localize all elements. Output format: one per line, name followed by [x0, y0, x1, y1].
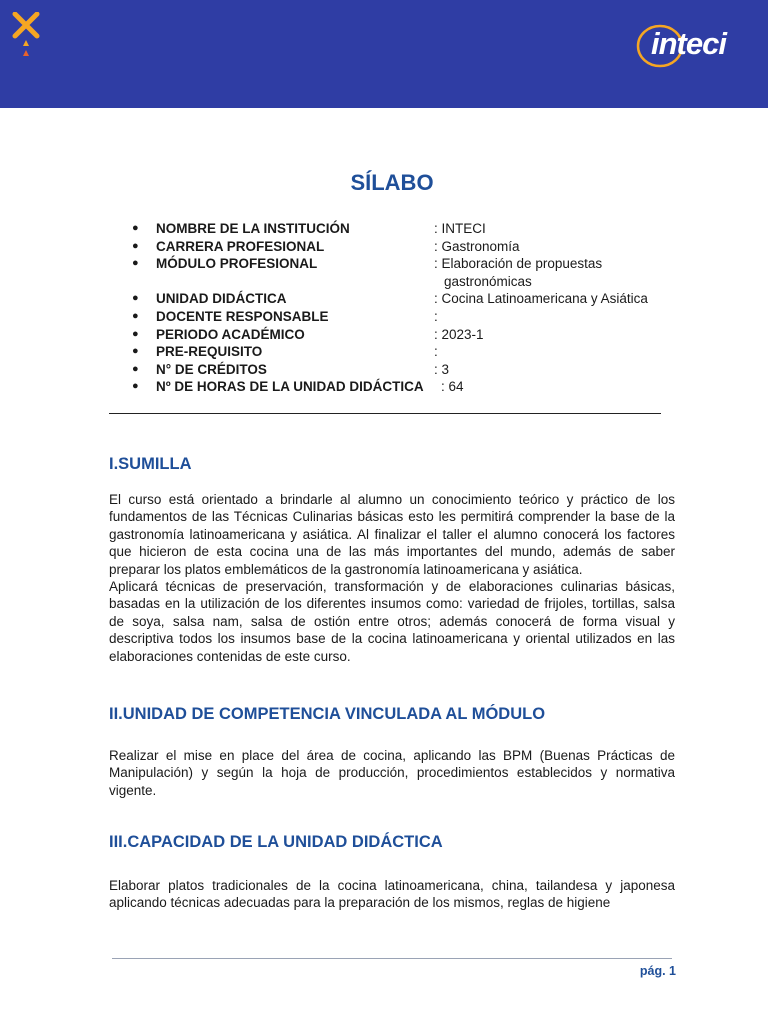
competencia-paragraph: Realizar el mise en place del área de cocina, aplicando las BPM (Buenas Prácticas de Manipulación) y según la hoja de producción, procedimientos establecidos y normativa vigente. [109, 748, 675, 798]
bullet-icon: ● [132, 345, 139, 358]
bullet-icon: ● [132, 222, 139, 234]
section-heading-capacidad: III.CAPACIDAD DE LA UNIDAD DIDÁCTICA [109, 833, 443, 851]
info-label: DOCENTE RESPONSABLE [156, 308, 329, 324]
capacidad-paragraph: Elaborar platos tradicionales de la cocina latinoamericana, china, tailandesa y japonesa aplicando técnicas adecuadas para la preparación de los mismos, reglas de higiene [109, 878, 675, 911]
info-value [434, 255, 692, 290]
section-heading-sumilla: I.SUMILLA [109, 455, 192, 473]
bullet-icon: ● [132, 327, 139, 340]
info-row [132, 238, 692, 256]
section-heading-competencia: II.UNIDAD DE COMPETENCIA VINCULADA AL MÓDULO [109, 705, 546, 723]
info-value: : [434, 344, 438, 360]
info-label: PRE-REQUISITO [156, 344, 263, 360]
info-value-line1: : Elaboración de propuestas [434, 256, 603, 272]
info-label: UNIDAD DIDÁCTICA [156, 291, 287, 307]
inteci-x-mark-icon [12, 12, 40, 62]
info-value: : 2023-1 [434, 326, 484, 342]
info-value: : INTECI [434, 221, 486, 236]
page-number: pág. 1 [639, 964, 676, 978]
info-label: PERIODO ACADÉMICO [156, 326, 305, 342]
logo-text: inteci [651, 26, 726, 61]
bullet-icon: ● [132, 292, 139, 305]
info-row [132, 361, 692, 379]
info-label: MÓDULO PROFESIONAL [156, 256, 318, 272]
info-label: NOMBRE DE LA INSTITUCIÓN [156, 221, 350, 236]
info-row [132, 308, 692, 326]
info-value-line2: gastronómicas [444, 273, 532, 289]
bullet-icon: ● [132, 362, 139, 375]
info-list [132, 220, 692, 396]
bullet-icon: ● [132, 257, 139, 270]
info-value: : Cocina Latinoamericana y Asiática [434, 291, 648, 307]
info-row [132, 290, 692, 308]
info-label: N° DE CRÉDITOS [156, 361, 267, 377]
document-title: SÍLABO [350, 170, 434, 195]
info-row [132, 378, 692, 396]
info-row [132, 220, 692, 238]
info-value: : [434, 308, 438, 324]
info-label: CARRERA PROFESIONAL [156, 238, 325, 254]
sumilla-text-2: Aplicará técnicas de preservación, transformación y de elaboraciones culinarias básicas, basadas en la utilización de los diferentes insumos como: variedad de frijoles, tortillas, salsa de soya, salsa nam, salsa de ostión entre otros; además conocerá de forma visual y descriptiva todos los insumos base de la cocina latinoamericana y oriental utilizados en las elaboraciones contenidas de este curso. [109, 579, 675, 664]
bullet-icon: ● [132, 380, 139, 393]
info-row [132, 326, 692, 344]
info-label: Nº DE HORAS DE LA UNIDAD DIDÁCTICA [156, 379, 424, 395]
bullet-icon: ● [132, 309, 139, 322]
info-row [132, 255, 692, 290]
footer-divider [112, 958, 672, 959]
bullet-icon: ● [132, 239, 139, 252]
divider [109, 413, 661, 414]
sumilla-text-1: El curso está orientado a brindarle al alumno un conocimiento teórico y práctico de los fundamentos de las Técnicas Culinarias básicas esto les permitirá comprender la base de la gastronomía latinoamericana y asiática. Al finalizar el taller el alumno conocerá los factores que hicieron de esta cocina una de las más importantes del mundo, además de saber preparar los platos emblemáticos de la gastronomía latinoamericana y asiática. [109, 492, 675, 577]
info-row [132, 343, 692, 361]
header-band [0, 0, 768, 108]
info-value: : 3 [434, 361, 450, 377]
sumilla-paragraph [109, 491, 675, 665]
info-value: : Gastronomía [434, 238, 520, 254]
info-value: : 64 [441, 379, 464, 395]
